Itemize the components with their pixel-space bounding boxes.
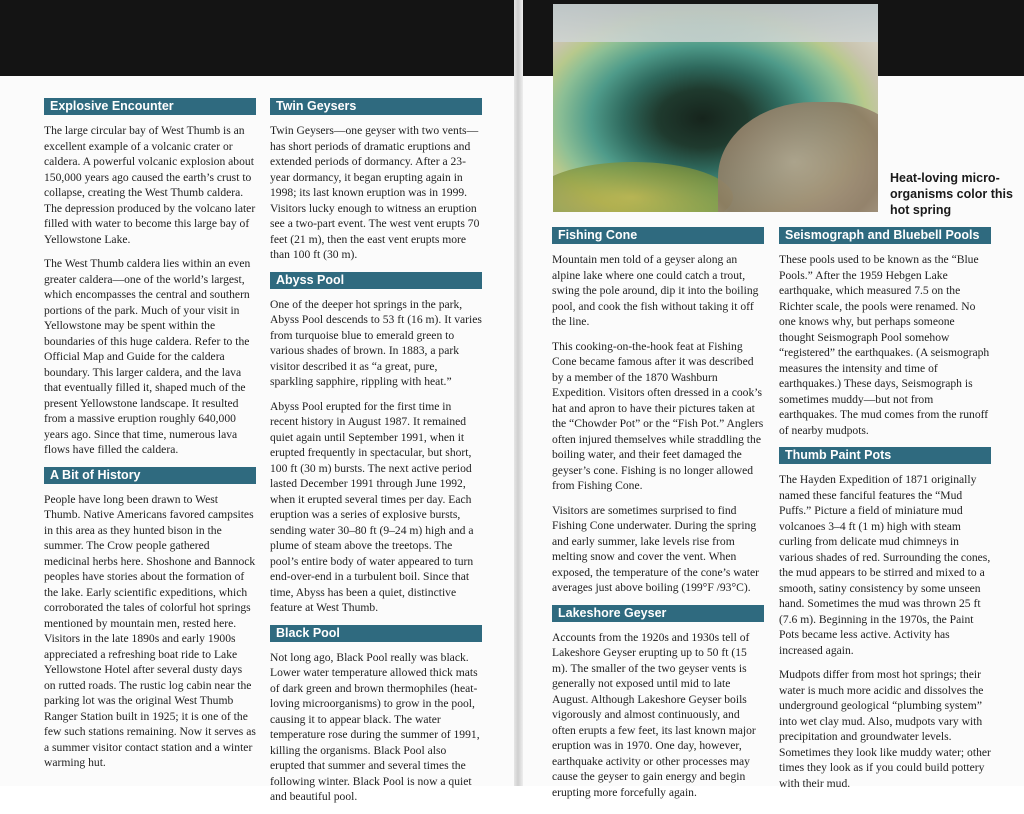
column-3: [552, 227, 764, 809]
paragraph: Twin Geysers—one geyser with two vents—has short periods of dramatic eruptions and extended periods of dormancy. After a 23-year dormancy, it began erupting again in 1998; its last known eruption was in 1999. Visitors lucky enough to witness an eruption see a two-part event. The west vent erupts 70 feet (21 m), then the east vent erupts more than 100 ft (30 m).: [270, 124, 480, 261]
heading-explosive-encounter: Explosive Encounter: [44, 98, 256, 115]
paragraph: Accounts from the 1920s and 1930s tell of Lakeshore Geyser erupting up to 50 ft (15 m). The smaller of the two geyser vents is generally not exposed until mid to late August. Although Lakeshore Geyser boils vigorously and almost continuously, and often erupts a few feet, its last known major eruption was in 1970. One day, however, earthquake activity or other processes may cause the geyser to gain energy and begin erupting more forcefully again.: [552, 630, 756, 799]
paragraph: Not long ago, Black Pool really was black. Lower water temperature allowed thick mats of dark green and brown thermophiles (heat-loving microorganisms) to grow in the pool, causing it to appear black. The water temperature rose during the summer of 1991, killing the organisms. Black Pool also erupted that summer and several times the following winter. Black Pool is now a quiet and beautiful pool.: [270, 650, 480, 803]
hot-spring-photo: [553, 4, 878, 212]
paragraph: Abyss Pool erupted for the first time in recent history in August 1987. It remained quiet again until September 1991, when it erupted frequently in spectacular, but short, 100 ft (30 m) bursts. The next active period lasted December 1991 through June 1992, when it erupted several times per day. Each eruption was a series of explosive bursts, sending water 30–80 ft (9–24 m) high and a plume of steam above the treetops. The pool’s entire body of water appeared to turn end-over-end in a turbulent boil. Since that time, Abyss has been a quiet, distinctive feature at West Thumb.: [270, 399, 474, 614]
heading-black-pool: Black Pool: [270, 625, 482, 642]
page-spine: [514, 0, 523, 786]
heading-fishing-cone: Fishing Cone: [552, 227, 764, 244]
microbial-mat: [553, 162, 733, 212]
paragraph: This cooking-on-the-hook feat at Fishing Cone became famous after it was described by a member of the 1870 Washburn Expedition. Visitors often dressed in a cook’s hat and apron to have their pictures taken at the “Chowder Pot” or the “Fish Pot.” Anglers often injured themselves while straddling the boiling water, and their feet damaged the geyser’s cone. Fishing is no longer allowed from Fishing Cone.: [552, 339, 764, 492]
sinter-rim: [718, 102, 878, 212]
heading-seismograph-bluebell-pools: Seismograph and Bluebell Pools: [779, 227, 991, 244]
paragraph: Mudpots differ from most hot springs; their water is much more acidic and dissolves the underground geological “plumbing system” into wet clay mud. Also, mudpots vary with precipitation and groundwater levels. Sometimes they look like muddy water; other times they look as if you could build pottery with their mud.: [779, 668, 991, 790]
heading-lakeshore-geyser: Lakeshore Geyser: [552, 605, 764, 622]
heading-abyss-pool: Abyss Pool: [270, 272, 482, 289]
paragraph: The Hayden Expedition of 1871 originally named these fanciful features the “Mud Puffs.” Picture a field of miniature mud volcanoes 3–4 ft (1 m) high with steam curling from delicate mud chimneys in various shades of red. Surrounding the cones, the mud appears to be stirred and mixed to a smooth, satiny consistency by some unseen hand. Sometimes the mud was thrown 25 ft (7.6 m). Beginning in the 1970s, the Paint Pots became less active. Activity has increased again.: [779, 473, 991, 657]
heading-a-bit-of-history: A Bit of History: [44, 467, 256, 484]
steam-haze: [553, 4, 878, 42]
paragraph: These pools used to be known as the “Blue Pools.” After the 1959 Hebgen Lake earthquake, which measured 7.5 on the Richter scale, the pools were renamed. No one knows why, but perhaps someone thought Seismograph Pool somehow “registered” the earthquakes. (A seismograph measures the intensity and time of earthquakes.) These days, Seismograph is sometimes muddy—but not from earthquakes. The mud comes from the runoff of nearby mudpots.: [779, 253, 990, 437]
column-2: [270, 98, 482, 814]
top-black-band-left: [0, 0, 515, 76]
column-1: [44, 98, 256, 780]
paragraph: People have long been drawn to West Thumb. Native Americans favored campsites in this area as they hunted bison in the summer. The Crow people gathered medicinal herbs here. Shoshone and Bannock peoples have stories about the formation of the lake. Early scientific expeditions, which corroborated the tales of colorful hot springs mentioned by mountain men, rested here. Visitors in the late 1890s and early 1900s appreciated a refreshing boat ride to Lake Yellowstone Hotel after several dusty days on rutted roads. The rustic log cabin near the parking lot was the original West Thumb Ranger Station built in 1925; it is one of the few such stations remaining. Now it serves as a summer visitor contact station and a winter warming hut.: [44, 492, 256, 769]
paragraph: Mountain men told of a geyser along an alpine lake where one could catch a trout, swing the pole around, dip it into the boiling pool, and cook the fish without taking it off the line.: [552, 253, 759, 328]
paragraph: Visitors are sometimes surprised to find Fishing Cone underwater. During the spring and early summer, lake levels rise from melting snow and cover the vent. When exposed, the temperature of the cone’s water averages just above boiling (199°F /93°C).: [552, 503, 759, 594]
heading-thumb-paint-pots: Thumb Paint Pots: [779, 447, 991, 464]
photo-caption: Heat-loving micro-organisms color this hot spring: [890, 171, 1013, 217]
paragraph: One of the deeper hot springs in the park, Abyss Pool descends to 53 ft (16 m). It varies from turquoise blue to emerald green to various shades of brown. In 1883, a park visitor described it as “a great, pure, sparkling sapphire, rippling with heat.”: [270, 297, 482, 388]
heading-twin-geysers: Twin Geysers: [270, 98, 482, 115]
paragraph: The large circular bay of West Thumb is an excellent example of a volcanic crater or caldera. A powerful volcanic explosion about 150,000 years ago caused the earth’s crust to collapse, creating the West Thumb caldera. The depression produced by the volcano later filled with water to become this large bay of Yellowstone Lake.: [44, 124, 256, 246]
paragraph: The West Thumb caldera lies within an even greater caldera—one of the world’s largest, which encompasses the central and southern portions of the park. Much of your visit in Yellowstone may be spent within the boundaries of this huge caldera. Refer to the Official Map and Guide for the caldera boundary. This larger caldera, and the lava that eventually filled it, shaped much of the present Yellowstone landscape. It resulted from a massive eruption roughly 640,000 years ago. Since that time, numerous lava flows have filled the caldera.: [44, 257, 251, 456]
column-4: [779, 227, 991, 800]
